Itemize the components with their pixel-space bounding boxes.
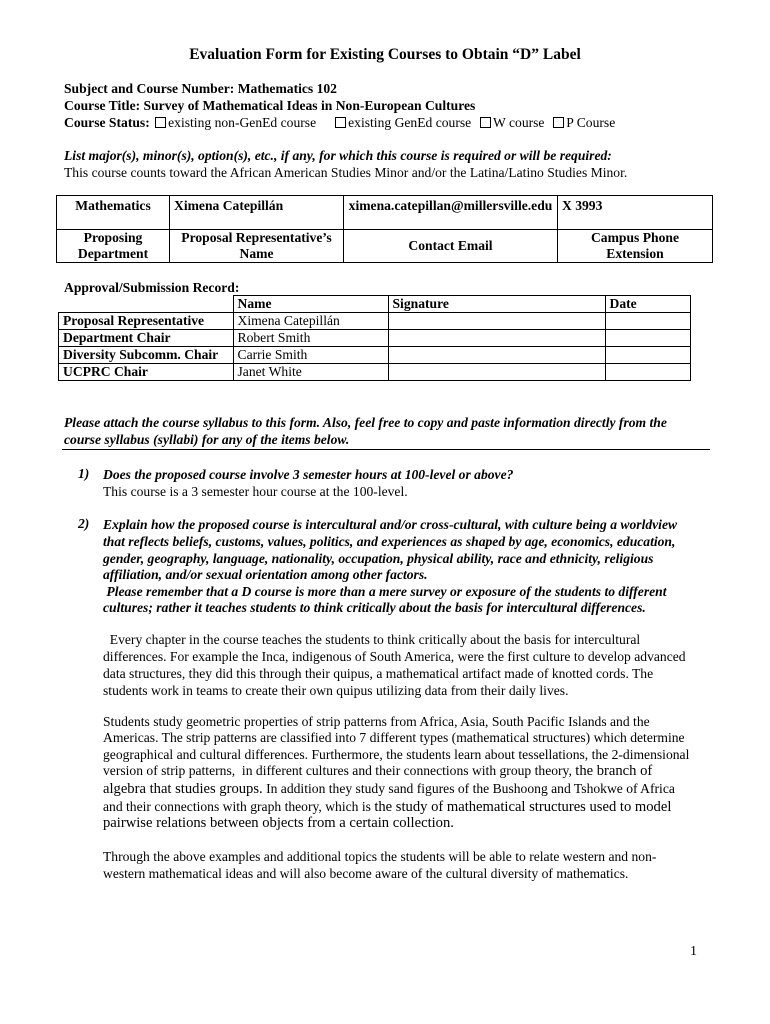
contact-table xyxy=(56,195,713,263)
checkbox-p-course[interactable] xyxy=(553,117,564,128)
date-cell[interactable] xyxy=(605,313,691,330)
phone-extension-value: X 3993 xyxy=(558,196,713,230)
para2-l5a: algebra that studies groups. xyxy=(103,781,263,797)
checkbox-existing-non-gened[interactable] xyxy=(155,117,166,128)
option-existing-gened: existing GenEd course xyxy=(348,115,472,130)
question-2-line: affiliation, and/or sexual orientation among other factors. xyxy=(103,567,428,582)
answer-paragraph-1-line: Every chapter in the course teaches the students to think critically about the basis for intercultural xyxy=(103,632,641,647)
para2-l6a: and their connections with graph theory, which is xyxy=(103,799,375,814)
course-status-line xyxy=(64,114,615,131)
approval-row xyxy=(59,364,691,381)
majors-question: List major(s), minor(s), option(s), etc., if any, for which this course is required or will be required: xyxy=(64,148,612,163)
approval-table xyxy=(58,295,691,381)
answer-paragraph-1-line: data structures, they did this through their quipus, a mathematical artifact made of knotted cords. The xyxy=(103,666,654,681)
approval-header-date: Date xyxy=(605,296,691,313)
approval-role: Proposal Representative xyxy=(59,313,234,330)
answer-paragraph-1-line: differences. For example the Inca, indigenous of South America, were the first culture to develop advanced xyxy=(103,649,686,664)
answer-paragraph-2-line xyxy=(103,780,675,798)
answer-paragraph-2-line: Americas. The strip patterns are classified into 7 different types (mathematical structures) which determine xyxy=(103,730,685,745)
phone-extension-label: Campus Phone Extension xyxy=(558,230,713,263)
representative-value: Ximena Catepillán xyxy=(170,196,344,230)
para2-l4b: the branch of xyxy=(575,763,653,779)
course-status-label: Course Status: xyxy=(64,115,150,130)
para2-l6b: the study of mathematical structures used to model xyxy=(374,799,672,815)
email-value: ximena.catepillan@millersville.edu xyxy=(344,196,558,230)
question-2-line: cultures; rather it teaches students to think critically about the basis for intercultural differences. xyxy=(103,600,646,615)
answer-paragraph-3-line: Through the above examples and additional topics the students will be able to relate western and non- xyxy=(103,849,657,864)
approval-role: UCPRC Chair xyxy=(59,364,234,381)
signature-cell[interactable] xyxy=(388,347,605,364)
signature-cell[interactable] xyxy=(388,313,605,330)
approval-name: Carrie Smith xyxy=(233,347,388,364)
question-1-number: 1) xyxy=(78,466,90,481)
approval-header-signature: Signature xyxy=(388,296,605,313)
signature-cell[interactable] xyxy=(388,364,605,381)
date-cell[interactable] xyxy=(605,364,691,381)
majors-answer: This course counts toward the African American Studies Minor and/or the Latina/Latino Studies Minor. xyxy=(64,165,628,180)
checkbox-w-course[interactable] xyxy=(480,117,491,128)
option-p-course: P Course xyxy=(566,115,616,130)
approval-name: Robert Smith xyxy=(233,330,388,347)
para2-l5b: In addition they study sand figures of the Bushoong and Tshokwe of Africa xyxy=(262,781,675,796)
approval-row xyxy=(59,347,691,364)
course-title-line: Course Title: Survey of Mathematical Ideas in Non-European Cultures xyxy=(64,98,476,113)
answer-paragraph-2-line: Students study geometric properties of strip patterns from Africa, Asia, South Pacific Islands and the xyxy=(103,714,650,729)
form-title: Evaluation Form for Existing Courses to Obtain “D” Label xyxy=(189,46,581,63)
question-2-line: gender, geography, language, nationality, occupation, physical ability, race and ethnicity, religious xyxy=(103,551,654,566)
approval-blank-cell xyxy=(59,296,234,313)
divider-rule xyxy=(62,449,710,450)
signature-cell[interactable] xyxy=(388,330,605,347)
approval-row xyxy=(59,313,691,330)
approval-role: Diversity Subcomm. Chair xyxy=(59,347,234,364)
question-1-answer: This course is a 3 semester hour course at the 100-level. xyxy=(103,484,408,499)
department-value: Mathematics xyxy=(57,196,170,230)
department-label: Proposing Department xyxy=(57,230,170,263)
answer-paragraph-2-line: pairwise relations between objects from a certain collection. xyxy=(103,815,454,831)
answer-paragraph-2-line xyxy=(103,798,671,816)
question-2-line: that reflects beliefs, customs, values, politics, and experiences as shaped by age, economics, education, xyxy=(103,534,676,549)
date-cell[interactable] xyxy=(605,347,691,364)
checkbox-existing-gened[interactable] xyxy=(335,117,346,128)
approval-header-name: Name xyxy=(233,296,388,313)
representative-label: Proposal Representative’s Name xyxy=(170,230,344,263)
option-w-course: W course xyxy=(493,115,545,130)
instructions-line-1: Please attach the course syllabus to this form. Also, feel free to copy and paste information directly from the xyxy=(64,415,667,430)
approval-name: Ximena Catepillán xyxy=(233,313,388,330)
date-cell[interactable] xyxy=(605,330,691,347)
approval-row xyxy=(59,330,691,347)
para2-l4a: version of strip patterns, in different cultures and their connections with group theory, xyxy=(103,763,576,778)
instructions-line-2: course syllabus (syllabi) for any of the items below. xyxy=(64,432,350,447)
answer-paragraph-1-line: students work in teams to create their own quipus utilizing data from their daily lives. xyxy=(103,683,569,698)
answer-paragraph-3-line: western mathematical ideas and will also become aware of the cultural diversity of mathematics. xyxy=(103,866,629,881)
answer-paragraph-2-line xyxy=(103,762,652,780)
question-2-line: Explain how the proposed course is intercultural and/or cross-cultural, with culture being a worldview xyxy=(103,517,678,532)
approval-name: Janet White xyxy=(233,364,388,381)
answer-paragraph-2-line: geographical and cultural differences. Furthermore, the students learn about tessellations, the 2-dimensional xyxy=(103,747,690,762)
approval-heading: Approval/Submission Record: xyxy=(64,280,240,295)
page-number: 1 xyxy=(690,944,697,959)
question-1-text: Does the proposed course involve 3 semester hours at 100-level or above? xyxy=(103,467,514,482)
option-existing-non-gened: existing non-GenEd course xyxy=(168,115,317,130)
question-2-number: 2) xyxy=(78,516,90,531)
approval-role: Department Chair xyxy=(59,330,234,347)
email-label: Contact Email xyxy=(344,230,558,263)
question-2-line: Please remember that a D course is more than a mere survey or exposure of the students to different xyxy=(103,584,667,599)
subject-line: Subject and Course Number: Mathematics 102 xyxy=(64,81,337,96)
